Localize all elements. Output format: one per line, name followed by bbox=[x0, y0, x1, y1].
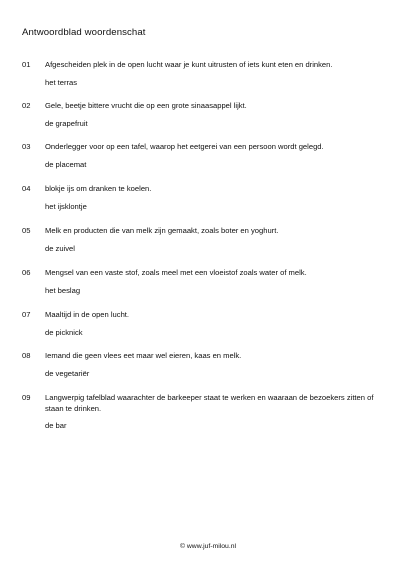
item-answer: het ijsklontje bbox=[45, 202, 87, 211]
item-answer: de vegetariër bbox=[45, 369, 90, 378]
page-title: Antwoordblad woordenschat bbox=[22, 27, 146, 38]
item-answer: de zuivel bbox=[45, 244, 75, 253]
item-answer: de grapefruit bbox=[45, 119, 88, 128]
item-number: 01 bbox=[22, 60, 31, 69]
item-answer: het terras bbox=[45, 78, 78, 87]
item-number: 05 bbox=[22, 226, 31, 235]
item-answer: de bar bbox=[45, 421, 67, 430]
footer-copyright: © www.juf-milou.nl bbox=[180, 543, 236, 550]
item-answer: de picknick bbox=[45, 328, 83, 337]
item-number: 06 bbox=[22, 268, 31, 277]
item-question: Mengsel van een vaste stof, zoals meel met een vloeistof zoals water of melk. bbox=[45, 268, 307, 277]
item-number: 07 bbox=[22, 310, 31, 319]
item-question: Gele, beetje bittere vrucht die op een grote sinaasappel lijkt. bbox=[45, 101, 247, 110]
item-question: Iemand die geen vlees eet maar wel eieren, kaas en melk. bbox=[45, 351, 242, 360]
item-answer: het beslag bbox=[45, 286, 81, 295]
item-question: Onderlegger voor op een tafel, waarop het eetgerei van een persoon wordt gelegd. bbox=[45, 142, 324, 151]
item-question: blokje ijs om dranken te koelen. bbox=[45, 184, 152, 193]
item-question: Melk en producten die van melk zijn gemaakt, zoals boter en yoghurt. bbox=[45, 226, 279, 235]
item-number: 03 bbox=[22, 142, 31, 151]
item-answer: de placemat bbox=[45, 160, 87, 169]
item-number: 04 bbox=[22, 184, 31, 193]
item-number: 09 bbox=[22, 393, 31, 402]
item-number: 08 bbox=[22, 351, 31, 360]
item-number: 02 bbox=[22, 101, 31, 110]
item-question: Afgescheiden plek in de open lucht waar je kunt uitrusten of iets kunt eten en drinken. bbox=[45, 60, 333, 69]
item-question: Maaltijd in de open lucht. bbox=[45, 310, 130, 319]
item-question: Langwerpig tafelblad waarachter de barkeeper staat te werken en waaraan de bezoekers zitten of staan te drinken. bbox=[45, 393, 374, 413]
